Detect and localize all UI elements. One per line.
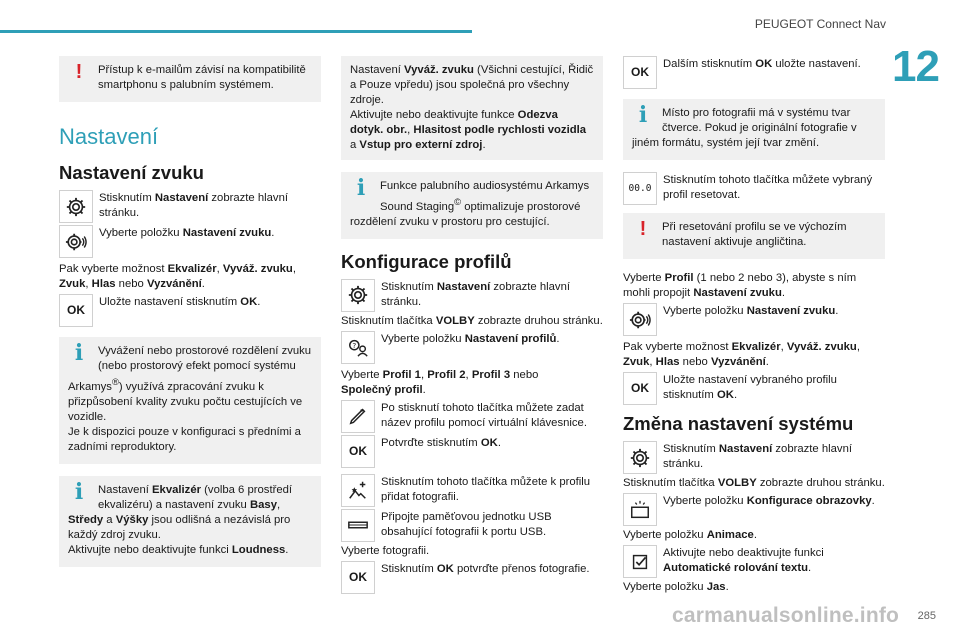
pencil-icon (341, 400, 375, 433)
step-text: Stisknutím OK potvrďte přenos fotografie. (381, 562, 590, 575)
ok-button-icon: OK (341, 435, 375, 468)
warning-icon: ! (75, 61, 83, 83)
settings-sound-icon (59, 225, 93, 258)
paragraph-jas: Vyberte položku Jas. (623, 581, 729, 593)
step-screen-config (623, 493, 885, 526)
info-box-balance (341, 56, 603, 160)
step-reset-profile (623, 172, 885, 205)
warning-text: Při resetování profilu se ve výchozím nastavení aktivuje angličtina. (662, 221, 847, 248)
svg-text:?: ? (352, 341, 357, 351)
step-text: Uložte nastavení vybraného profilu stisknutím OK. (663, 374, 837, 401)
step-text: Po stisknutí tohoto tlačítka můžete zadat název profilu pomocí virtuální klávesnice. (381, 401, 587, 429)
usb-drive-icon (341, 509, 375, 542)
step-text: Vyberte položku Nastavení profilů. (381, 332, 560, 345)
info-box-arkamys (59, 337, 321, 464)
info-icon: i (356, 175, 366, 201)
checkbox-icon (623, 545, 657, 578)
info-box-staging (341, 172, 603, 239)
info-icon: i (74, 340, 84, 366)
watermark: carmanualsonline.info (672, 604, 900, 627)
step-edit-name (341, 400, 603, 433)
column-2 (341, 56, 603, 596)
info-icon: i (74, 478, 84, 505)
screen-brightness-icon (623, 493, 657, 526)
info-text: Aktivujte nebo deaktivujte funkci Loudness. (68, 543, 289, 556)
step-text: Stisknutím Nastavení zobrazte hlavní stránku. (663, 443, 853, 470)
ok-button-icon: OK (341, 561, 375, 594)
box-text: Nastavení Vyváž. zvuku (Všichni cestující, Řidič a Pouze vpředu) jsou společná pro všechny zdroje. (350, 64, 594, 106)
step-settings-main (341, 279, 603, 312)
step-profile-settings (341, 331, 603, 364)
step-text: Stisknutím Nastavení zobrazte hlavní stránku. (99, 192, 289, 219)
step-settings-main (623, 441, 885, 474)
step-save-profile-ok (623, 372, 885, 405)
step-save-ok (59, 294, 321, 327)
info-box-equalizer (59, 476, 321, 567)
settings-gear-icon (623, 441, 657, 474)
column-3 (623, 56, 885, 597)
warning-text: Přístup k e-mailům závisí na kompatibilitě smartphonu s palubním systémem. (98, 64, 306, 91)
heading-konfigurace-profilu: Konfigurace profilů (341, 250, 512, 272)
box-text: Aktivujte nebo deaktivujte funkce Odezva dotyk. obr., Hlasitost podle rychlosti vozidla a Vstup pro externí zdroj. (350, 109, 587, 151)
step-usb (341, 509, 603, 542)
step-settings-main (59, 190, 321, 223)
section-title-nastaveni: Nastavení (59, 124, 159, 149)
profile-settings-icon (341, 331, 375, 364)
paragraph-profiles: Vyberte Profil 1, Profil 2, Profil 3 nebo Společný profil. (341, 368, 539, 396)
paragraph-volby: Stisknutím tlačítka VOLBY zobrazte druhou stránku. (341, 314, 603, 327)
chapter-number: 12 (892, 42, 939, 91)
paragraph-select-photo: Vyberte fotografii. (341, 544, 430, 557)
step-photo-ok (341, 561, 603, 594)
heading-nastaveni-zvuku: Nastavení zvuku (59, 162, 204, 183)
step-sound-settings (59, 225, 321, 258)
settings-gear-icon (59, 190, 93, 223)
step-text: Dalším stisknutím OK uložte nastavení. (663, 58, 861, 70)
column-1 (59, 56, 321, 579)
step-sound-settings (623, 303, 885, 336)
header-bar (0, 30, 472, 33)
reset-counter-icon: 00.0 (623, 172, 657, 205)
step-text: Stisknutím tohoto tlačítka můžete vybraný profil resetovat. (663, 174, 873, 201)
page-number: 285 (917, 610, 936, 622)
step-text: Vyberte položku Nastavení zvuku. (663, 305, 839, 317)
paragraph-profile-link: Vyberte Profil (1 nebo 2 nebo 3), abyste s ním mohli propojit Nastavení zvuku. (623, 272, 857, 299)
add-photo-icon (341, 474, 375, 507)
step-confirm-ok (341, 435, 603, 468)
step-text: Vyberte položku Nastavení zvuku. (99, 227, 275, 239)
info-text: Místo pro fotografii má v systému tvar čtverce. Pokud je originální fotografie v jiném formátu, systém její tvar změní. (632, 107, 857, 149)
step-auto-scroll (623, 545, 885, 578)
info-text: Vyvážení nebo prostorové rozdělení zvuku (nebo prostorový efekt pomocí systému Arkamys®) využívá zpracování zvuku k přizpůsobení kvality zvuku počtu cestujících ve vozidle. (68, 345, 312, 423)
warning-box-email (59, 56, 321, 102)
warning-icon: ! (639, 218, 647, 240)
info-text: Funkce palubního audiosystému Arkamys Sound Staging© optimalizuje prostorové rozdělení zvuku v prostoru pro cestující. (350, 180, 590, 228)
step-text: Potvrďte stisknutím OK. (381, 436, 501, 449)
warning-box-reset (623, 213, 885, 259)
ok-button-icon: OK (59, 294, 93, 327)
ok-button-icon: OK (623, 372, 657, 405)
step-text: Připojte paměťovou jednotku USB obsahující fotografii k portu USB. (381, 510, 552, 538)
step-text: Stisknutím Nastavení zobrazte hlavní stránku. (381, 280, 571, 308)
paragraph-volby: Stisknutím tlačítka VOLBY zobrazte druhou stránku. (623, 477, 885, 489)
settings-sound-icon (623, 303, 657, 336)
step-text: Stisknutím tohoto tlačítka můžete k profilu přidat fotografii. (381, 475, 591, 503)
heading-zmena-nastaveni: Změna nastavení systému (623, 413, 854, 434)
info-box-photo (623, 99, 885, 160)
info-icon: i (638, 102, 648, 128)
info-text: Nastavení Ekvalizér (volba 6 prostředí ekvalizéru) a nastavení zvuku Basy, Středy a Výšky jsou odlišná a nezávislá pro každý zdroj zvuku. (68, 483, 293, 541)
step-save-again-ok (623, 56, 885, 89)
info-text: Je k dispozici pouze v konfiguraci s předními a zadními reproduktory. (68, 425, 301, 453)
step-add-photo (341, 474, 603, 507)
paragraph-options: Pak vyberte možnost Ekvalizér, Vyváž. zvuku, Zvuk, Hlas nebo Vyzvánění. (59, 263, 296, 290)
step-text: Aktivujte nebo deaktivujte funkci Automatické rolování textu. (663, 547, 824, 574)
paragraph-animace: Vyberte položku Animace. (623, 529, 757, 541)
step-text: Vyberte položku Konfigurace obrazovky. (663, 495, 875, 507)
ok-button-icon: OK (623, 56, 657, 89)
paragraph-options: Pak vyberte možnost Ekvalizér, Vyváž. zvuku, Zvuk, Hlas nebo Vyzvánění. (623, 341, 860, 368)
settings-gear-icon (341, 279, 375, 312)
step-text: Uložte nastavení stisknutím OK. (99, 296, 261, 308)
manual-title: PEUGEOT Connect Nav (754, 17, 886, 31)
